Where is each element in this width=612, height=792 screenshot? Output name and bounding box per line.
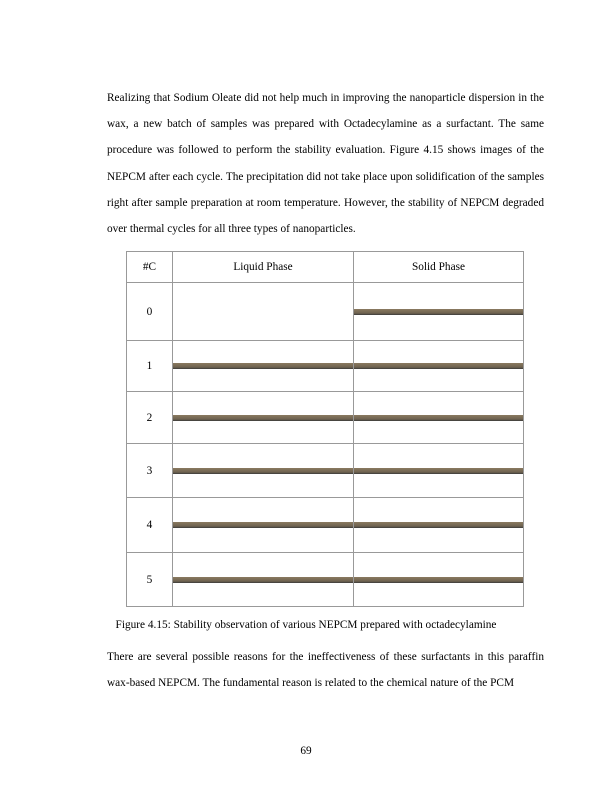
liquid-phase-image	[173, 468, 353, 474]
liquid-phase-image	[173, 577, 353, 583]
liquid-phase-image	[173, 415, 353, 421]
page-number: 69	[300, 745, 312, 757]
liquid-phase-image	[173, 309, 353, 315]
liquid-phase-image	[173, 363, 353, 369]
solid-phase-image	[354, 363, 523, 369]
stability-table	[126, 251, 524, 607]
cycle-number: 0	[127, 283, 173, 341]
table-row	[127, 392, 524, 444]
table-row	[127, 283, 524, 341]
cycle-number: 4	[127, 498, 173, 553]
solid-phase-image	[354, 577, 523, 583]
liquid-phase-image	[173, 522, 353, 528]
cycle-number: 3	[127, 444, 173, 498]
cycle-number: 2	[127, 392, 173, 444]
body-paragraph: There are several possible reasons for the ineffectiveness of these surfactants in this paraffin wax-based NEPCM. The fundamental reason is related to the chemical nature of the PCM	[107, 651, 544, 690]
cycle-number: 5	[127, 553, 173, 607]
figure-caption: Figure 4.15: Stability observation of various NEPCM prepared with octadecylamine	[115, 619, 497, 631]
header-solid: Solid Phase	[354, 252, 524, 283]
cycle-number: 1	[127, 341, 173, 392]
table-row	[127, 341, 524, 392]
table-header-row	[127, 252, 524, 283]
solid-phase-image	[354, 468, 523, 474]
table-row	[127, 553, 524, 607]
body-paragraph: Realizing that Sodium Oleate did not help much in improving the nanoparticle dispersion in the wax, a new batch of samples was prepared with Octadecylamine as a surfactant. The same procedure was followed to perform the stability evaluation. Figure 4.15 shows images of the NEPCM after each cycle. The precipitation did not take place upon solidification of the samples right after sample preparation at room temperature. However, the stability of NEPCM degraded over thermal cycles for all three types of nanoparticles.	[107, 92, 544, 236]
table-row	[127, 444, 524, 498]
solid-phase-image	[354, 522, 523, 528]
table-row	[127, 498, 524, 553]
solid-phase-image	[354, 415, 523, 421]
header-liquid: Liquid Phase	[173, 252, 354, 283]
header-cycle: #C	[127, 252, 173, 283]
solid-phase-image	[354, 309, 523, 315]
